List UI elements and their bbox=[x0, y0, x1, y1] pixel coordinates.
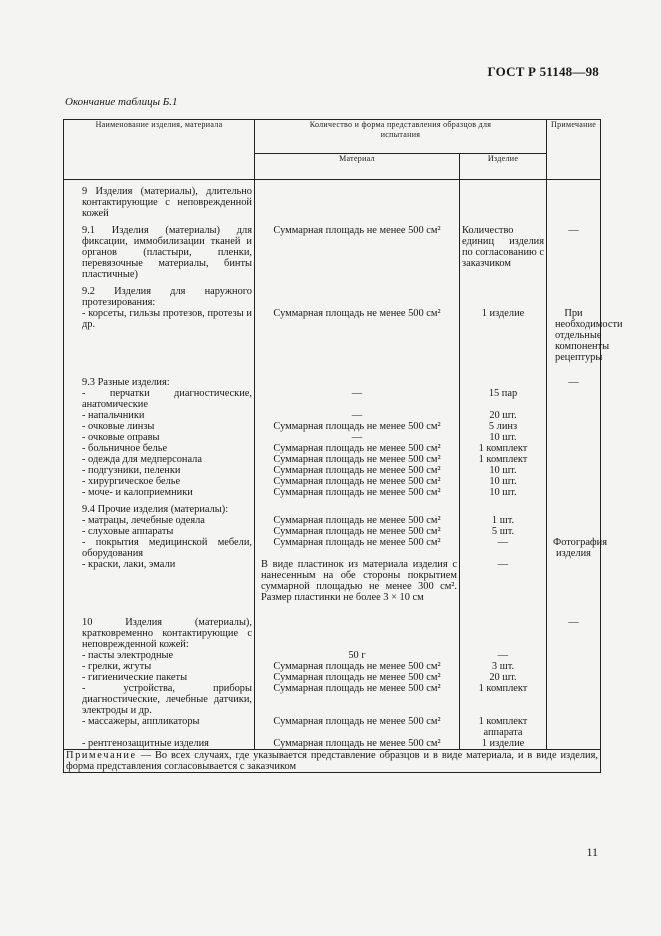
table-row bbox=[64, 465, 601, 476]
table-row bbox=[64, 559, 601, 603]
row-product: 1 изделие bbox=[460, 738, 547, 750]
row-product: 1 шт. bbox=[460, 515, 547, 526]
row-name: - очковые оправы bbox=[64, 432, 255, 443]
row-material: Суммарная площадь не менее 500 см² bbox=[255, 225, 460, 280]
table-row bbox=[64, 377, 601, 388]
table-row bbox=[64, 308, 601, 363]
table-row bbox=[64, 410, 601, 421]
row-name: - корсеты, гильзы протезов, протезы и др. bbox=[64, 308, 255, 363]
table-row bbox=[64, 487, 601, 498]
table-caption: Окончание таблицы Б.1 bbox=[65, 96, 178, 108]
table-row bbox=[64, 683, 601, 716]
row-material: Суммарная площадь не менее 500 см² bbox=[255, 487, 460, 498]
row-material: Суммарная площадь не менее 500 см² bbox=[255, 421, 460, 432]
col-header-material: Материал bbox=[255, 154, 460, 180]
row-product: 3 шт. bbox=[460, 661, 547, 672]
row-name: - хирургическое белье bbox=[64, 476, 255, 487]
row-material: 50 г bbox=[255, 650, 460, 661]
row-name: - слуховые аппараты bbox=[64, 526, 255, 537]
page-number: 11 bbox=[586, 845, 598, 859]
table-row bbox=[64, 661, 601, 672]
table-row bbox=[64, 454, 601, 465]
row-material: Суммарная площадь не менее 500 см² bbox=[255, 738, 460, 750]
row-name: - устройства, приборы диагностические, лечебные датчики, электроды и др. bbox=[64, 683, 255, 716]
row-name: - моче- и калоприемники bbox=[64, 487, 255, 498]
standard-number: ГОСТ Р 51148—98 bbox=[487, 64, 599, 79]
row-product: 10 шт. bbox=[460, 432, 547, 443]
row-product: 1 комплект аппарата bbox=[460, 716, 547, 738]
row-material: Суммарная площадь не менее 500 см² bbox=[255, 443, 460, 454]
table-row bbox=[64, 432, 601, 443]
table-footnote bbox=[64, 750, 601, 773]
row-note: При необходимости отдельные компоненты рецептуры bbox=[547, 308, 601, 363]
table-row bbox=[64, 476, 601, 487]
row-material: Суммарная площадь не менее 500 см² bbox=[255, 683, 460, 716]
row-material: В виде пластинок из материала изделия с нанесенным на обе стороны покрытием суммарной площадью не менее 300 см². Размер пластинки не более 3 × 10 см bbox=[255, 559, 460, 603]
row-name: 9.2 Изделия для наружного протезирования: bbox=[64, 286, 255, 308]
row-material: — bbox=[255, 410, 460, 421]
row-material: Суммарная площадь не менее 500 см² bbox=[255, 454, 460, 465]
row-material: Суммарная площадь не менее 500 см² bbox=[255, 672, 460, 683]
footnote-text: — Во всех случаях, где указывается представление образцов и в виде материала, и в виде изделия, форма представления согласовывается с заказчиком bbox=[66, 750, 598, 772]
row-name: - массажеры, аппликаторы bbox=[64, 716, 255, 738]
row-name: - больничное белье bbox=[64, 443, 255, 454]
row-material: Суммарная площадь не менее 500 см² bbox=[255, 515, 460, 526]
row-material: — bbox=[255, 432, 460, 443]
row-name: 9.1 Изделия (материалы) для фиксации, иммобилизации тканей и органов (пластыри, пленки, перевязочные материалы, бинты пластичные) bbox=[64, 225, 255, 280]
specimen-table bbox=[63, 119, 623, 773]
table-row bbox=[64, 443, 601, 454]
row-name: - гигиенические пакеты bbox=[64, 672, 255, 683]
row-material: — bbox=[255, 388, 460, 410]
row-name: - грелки, жгуты bbox=[64, 661, 255, 672]
row-product: 5 шт. bbox=[460, 526, 547, 537]
row-product: Количество единиц изделия по согласованию с заказчиком bbox=[460, 225, 547, 280]
table-row bbox=[64, 650, 601, 661]
row-product: — bbox=[460, 559, 547, 603]
row-product: 5 линз bbox=[460, 421, 547, 432]
row-product: 1 изделие bbox=[460, 308, 547, 363]
row-name: - напальчники bbox=[64, 410, 255, 421]
col-header-note: Примечание bbox=[547, 120, 601, 180]
row-note: — bbox=[547, 377, 601, 388]
col-header-name: Наименование изделия, материала bbox=[64, 120, 255, 180]
row-product: 15 пар bbox=[460, 388, 547, 410]
row-name: - краски, лаки, эмали bbox=[64, 559, 255, 603]
row-product: 20 шт. bbox=[460, 672, 547, 683]
col-header-group: Количество и форма представления образцов для испытания bbox=[255, 120, 547, 154]
footnote-label: Примечание bbox=[66, 750, 137, 761]
table-row bbox=[64, 672, 601, 683]
row-product: 10 шт. bbox=[460, 465, 547, 476]
row-name: - одежда для медперсонала bbox=[64, 454, 255, 465]
row-name: 9.4 Прочие изделия (материалы): bbox=[64, 504, 255, 515]
table-row bbox=[64, 388, 601, 410]
table-row bbox=[64, 286, 601, 308]
row-product: 20 шт. bbox=[460, 410, 547, 421]
row-name: 9.3 Разные изделия: bbox=[64, 377, 255, 388]
row-product: — bbox=[460, 650, 547, 661]
row-material: Суммарная площадь не менее 500 см² bbox=[255, 476, 460, 487]
table-row bbox=[64, 537, 601, 559]
table-row bbox=[64, 421, 601, 432]
table-row bbox=[64, 504, 601, 515]
row-product: 10 шт. bbox=[460, 487, 547, 498]
row-product: 1 комплект bbox=[460, 443, 547, 454]
table-row bbox=[64, 738, 601, 750]
row-name: - перчатки диагностические, анатомические bbox=[64, 388, 255, 410]
row-name: - матрацы, лечебные одеяла bbox=[64, 515, 255, 526]
row-material: Суммарная площадь не менее 500 см² bbox=[255, 526, 460, 537]
row-note: Фотография изделия bbox=[547, 537, 601, 559]
row-product: 1 комплект bbox=[460, 683, 547, 716]
row-name: 10 Изделия (материалы), кратковременно контактирующие с неповрежденной кожей: bbox=[64, 617, 255, 650]
row-name: - пасты электродные bbox=[64, 650, 255, 661]
row-note: — bbox=[547, 617, 601, 650]
table-row bbox=[64, 186, 601, 219]
row-material: Суммарная площадь не менее 500 см² bbox=[255, 661, 460, 672]
table-row bbox=[64, 225, 601, 280]
table-row bbox=[64, 617, 601, 650]
row-name: 9 Изделия (материалы), длительно контактирующие с неповрежденной кожей bbox=[64, 186, 255, 219]
row-product: — bbox=[460, 537, 547, 559]
row-name: - покрытия медицинской мебели, оборудования bbox=[64, 537, 255, 559]
row-product: 10 шт. bbox=[460, 476, 547, 487]
table-row bbox=[64, 515, 601, 526]
row-note: — bbox=[547, 225, 601, 280]
row-material: Суммарная площадь не менее 500 см² bbox=[255, 716, 460, 738]
row-material: Суммарная площадь не менее 500 см² bbox=[255, 537, 460, 559]
row-name: - рентгенозащитные изделия bbox=[64, 738, 255, 750]
col-header-product: Изделие bbox=[460, 154, 547, 180]
table-row bbox=[64, 716, 601, 738]
row-name: - очковые линзы bbox=[64, 421, 255, 432]
row-product: 1 комплект bbox=[460, 454, 547, 465]
row-material: Суммарная площадь не менее 500 см² bbox=[255, 465, 460, 476]
row-material: Суммарная площадь не менее 500 см² bbox=[255, 308, 460, 363]
table-row bbox=[64, 526, 601, 537]
row-name: - подгузники, пеленки bbox=[64, 465, 255, 476]
